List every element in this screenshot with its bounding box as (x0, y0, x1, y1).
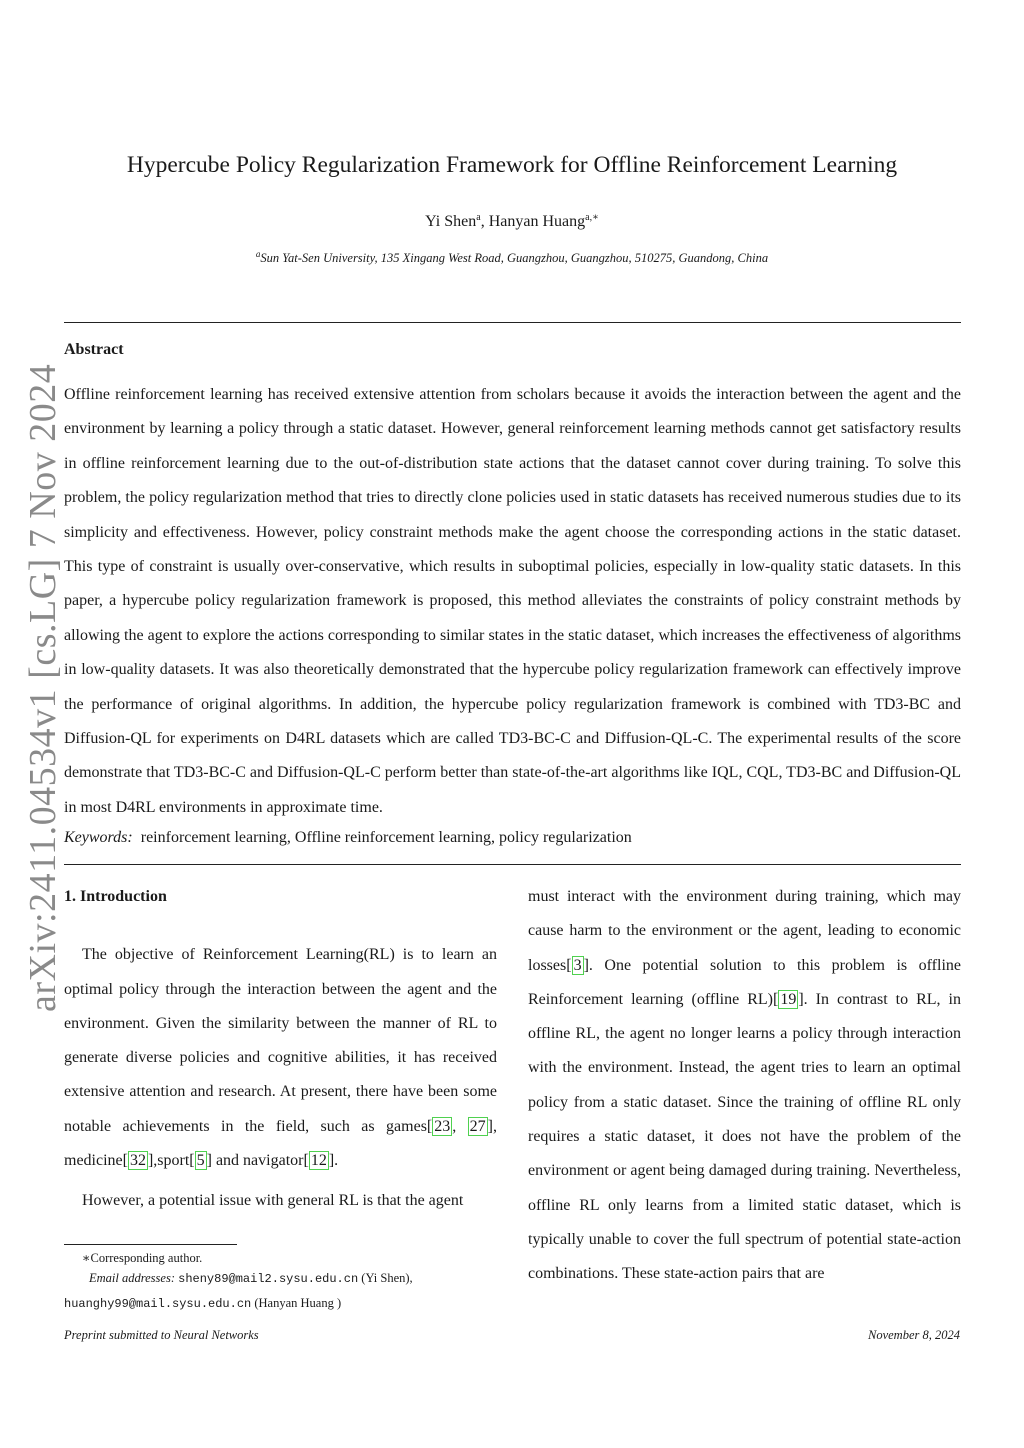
top-rule (64, 322, 961, 323)
intro-paragraph-1 (64, 938, 497, 1178)
author-name: Yi Shen (425, 213, 477, 230)
keywords-text: reinforcement learning, Offline reinforcement learning, policy regularization (140, 829, 632, 846)
right-column (528, 880, 961, 1292)
email-line (64, 1293, 504, 1314)
citation-link[interactable]: 12 (310, 1152, 327, 1170)
paragraph-text: ] and navigator[ (206, 1152, 309, 1170)
citation-link[interactable]: 19 (780, 990, 797, 1008)
paragraph-text: The objective of Reinforcement Learning(RL) is to learn an optimal policy through the interaction between the agent and the environment. Given the similarity between the manner of RL to generate diverse policies and cognitive abilities, it has received extensive attention and research. At present, there have been some notable achievements in the field, such as games[ (64, 946, 497, 1135)
paragraph-text: ], medicine[ (64, 1117, 497, 1170)
citation-link[interactable]: 23 (434, 1117, 451, 1135)
paragraph-text: , (452, 1117, 468, 1135)
citation-link[interactable]: 3 (573, 956, 582, 974)
email-address[interactable]: sheny89@mail2.sysu.edu.cn (178, 1272, 359, 1286)
left-column (64, 880, 497, 1219)
footnote-rule (64, 1244, 237, 1245)
abstract-text: Offline reinforcement learning has received extensive attention from scholars because it avoids the interaction between the agent and the environment by learning a policy through a static dataset. However, general reinforcement learning methods cannot get satisfactory results in offline reinforcement learning due to the out-of-distribution state actions that the dataset cannot cover during training. To solve this problem, the policy regularization method that tries to directly clone policies used in static datasets has received numerous studies due to its simplicity and effectiveness. However, policy constraint methods make the agent choose the corresponding actions in the static dataset. This type of constraint is usually over-conservative, which results in suboptimal policies, especially in low-quality static datasets. In this paper, a hypercube policy regularization framework is proposed, this method alleviates the constraints of policy constraint methods by allowing the agent to explore the actions corresponding to similar states in the static dataset, which increases the effectiveness of algorithms in low-quality datasets. It was also theoretically demonstrated that the hypercube policy regularization framework can effectively improve the performance of original algorithms. In addition, the hypercube policy regularization framework is combined with TD3-BC and Diffusion-QL for experiments on D4RL datasets which are called TD3-BC-C and Diffusion-QL-C. The experimental results of the score demonstrate that TD3-BC-C and Diffusion-QL-C perform better than state-of-the-art algorithms like IQL, CQL, TD3-BC and Diffusion-QL in most D4RL environments in approximate time. (64, 386, 961, 816)
keywords-label: Keywords: (64, 829, 133, 846)
author-affiliation-mark: a,∗ (585, 212, 599, 223)
email-owner: (Yi Shen), (358, 1271, 413, 1285)
paragraph-text: ]. In contrast to RL, in offline RL, the agent no longer learns a policy through interaction with the environment. Instead, the agent tries to learn an optimal policy from a static dataset. Since the training of offline RL only requires a static dataset, it does not have the problem of the environment or agent being damaged during training. Nevertheless, offline RL only learns from a limited static dataset, which is typically unable to cover the full spectrum of potential state-action combinations. These state-action pairs that are (528, 990, 962, 1283)
paragraph-text: ]. (328, 1152, 339, 1170)
citation-link[interactable]: 27 (469, 1117, 486, 1135)
email-label: Email addresses: (89, 1271, 175, 1285)
preprint-date: November 8, 2024 (868, 1328, 960, 1342)
abstract-bottom-rule (64, 864, 961, 865)
citation-link[interactable]: 32 (129, 1152, 146, 1170)
author-affiliation-mark: a (476, 212, 481, 223)
corresponding-author-note: ∗Corresponding author. (82, 1251, 203, 1265)
paragraph-text: ],sport[ (147, 1152, 195, 1170)
affiliation-mark: a (255, 249, 261, 259)
intro-paragraph-2: However, a potential issue with general RL is that the agent (82, 1192, 464, 1210)
section-heading-introduction: 1. Introduction (64, 888, 167, 905)
citation-link[interactable]: 5 (196, 1152, 205, 1170)
abstract-heading: Abstract (64, 341, 124, 358)
preprint-note: Preprint submitted to Neural Networks (64, 1328, 259, 1342)
author-list (0, 206, 1024, 234)
email-address[interactable]: huanghy99@mail.sysu.edu.cn (64, 1297, 252, 1311)
author-name: Hanyan Huang (488, 213, 586, 230)
intro-paragraph-2-continued (528, 880, 961, 1292)
keywords (64, 826, 961, 850)
author-separator: , (480, 213, 489, 230)
affiliation (0, 244, 1024, 268)
affiliation-text: Sun Yat-Sen University, 135 Xingang West Road, Guangzhou, Guangzhou, 510275, Guandong, China (260, 251, 769, 265)
email-owner: (Hanyan Huang ) (251, 1296, 342, 1310)
arxiv-identifier-stamp: arXiv:2411.04534v1 [cs.LG] 7 Nov 2024 (22, 363, 64, 1012)
paragraph-text: must interact with the environment during training, which may cause harm to the environment or the agent, leading to economic losses[ (528, 888, 961, 974)
paper-title: Hypercube Policy Regularization Framework for Offline Reinforcement Learning (126, 152, 898, 178)
footnote (64, 1248, 504, 1314)
email-line (64, 1268, 504, 1289)
paragraph-text: ]. One potential solution to this problem is offline Reinforcement learning (offline RL)[ (528, 956, 961, 1008)
